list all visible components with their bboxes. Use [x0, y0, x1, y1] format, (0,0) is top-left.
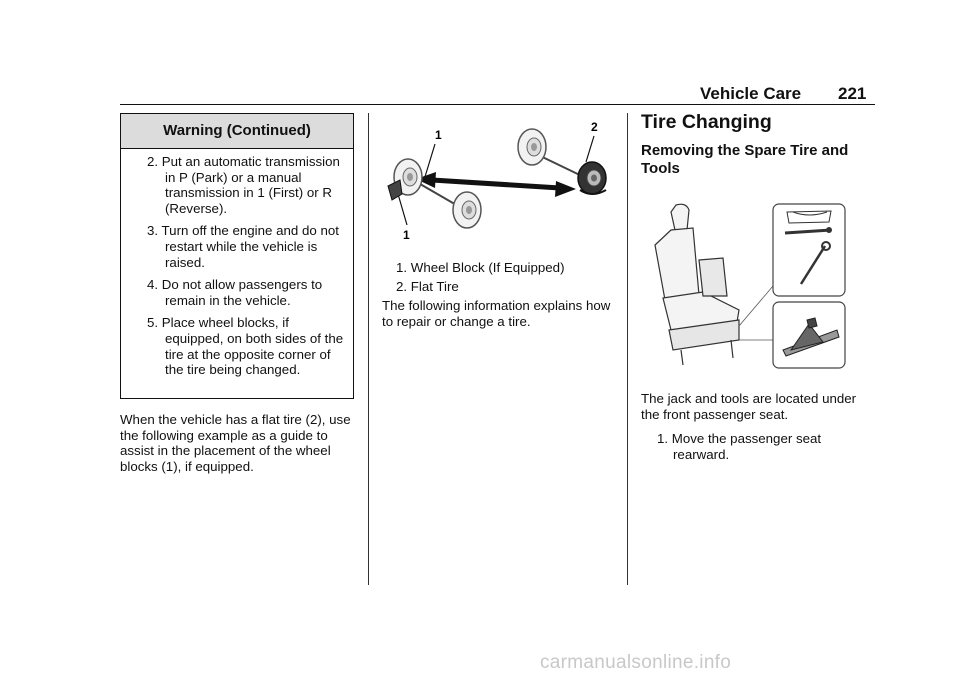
flat-tire-paragraph: When the vehicle has a flat tire (2), use the following example as a guide to assist in the placement of the wheel blocks (1), if equipped.	[120, 412, 351, 474]
section-title: Vehicle Care	[700, 84, 802, 103]
column-divider-right	[627, 113, 628, 585]
watermark: carmanualsonline.info	[540, 652, 732, 673]
spare-tire-subheading: Removing the Spare Tire and Tools	[641, 142, 849, 177]
wheel-block-icon	[388, 180, 402, 200]
warning-box	[120, 113, 354, 399]
jack-location-paragraph: The jack and tools are located under the front passenger seat.	[641, 391, 857, 422]
figure-legend	[396, 258, 626, 296]
callout-1-top: 1	[435, 128, 442, 142]
wheel-block-illustration	[380, 112, 620, 247]
callout-2: 2	[591, 120, 598, 134]
tire-changing-heading: Tire Changing	[641, 111, 772, 133]
wheel-rear-right	[453, 192, 481, 228]
warning-title: Warning (Continued)	[121, 114, 353, 149]
warning-item: 2. Put an automatic transmission in P (Park) or a manual transmission in 1 (First) or R (Reverse).	[147, 154, 340, 216]
warning-list	[121, 149, 353, 378]
warning-item: 3. Turn off the engine and do not restart while the vehicle is raised.	[147, 223, 339, 270]
legend-item: 1. Wheel Block (If Equipped)	[396, 260, 565, 275]
seat-tools-illustration	[641, 200, 879, 380]
legend-item: 2. Flat Tire	[396, 279, 459, 294]
wheel-front-left	[518, 129, 546, 165]
header-rule	[120, 104, 875, 105]
flat-tire-icon	[578, 162, 606, 194]
warning-item: 5. Place wheel blocks, if equipped, on both sides of the tire at the opposite corner of the tire being changed.	[147, 315, 344, 378]
step-item: 1. Move the passenger seat rearward.	[657, 431, 822, 462]
passenger-seat	[655, 204, 739, 365]
removal-steps	[657, 431, 867, 462]
warning-item: 4. Do not allow passengers to remain in the vehicle.	[147, 277, 323, 308]
intro-paragraph: The following information explains how to repair or change a tire.	[382, 298, 611, 329]
column-divider-left	[368, 113, 369, 585]
page-number: 221	[838, 84, 867, 103]
callout-1-bottom: 1	[403, 228, 410, 242]
